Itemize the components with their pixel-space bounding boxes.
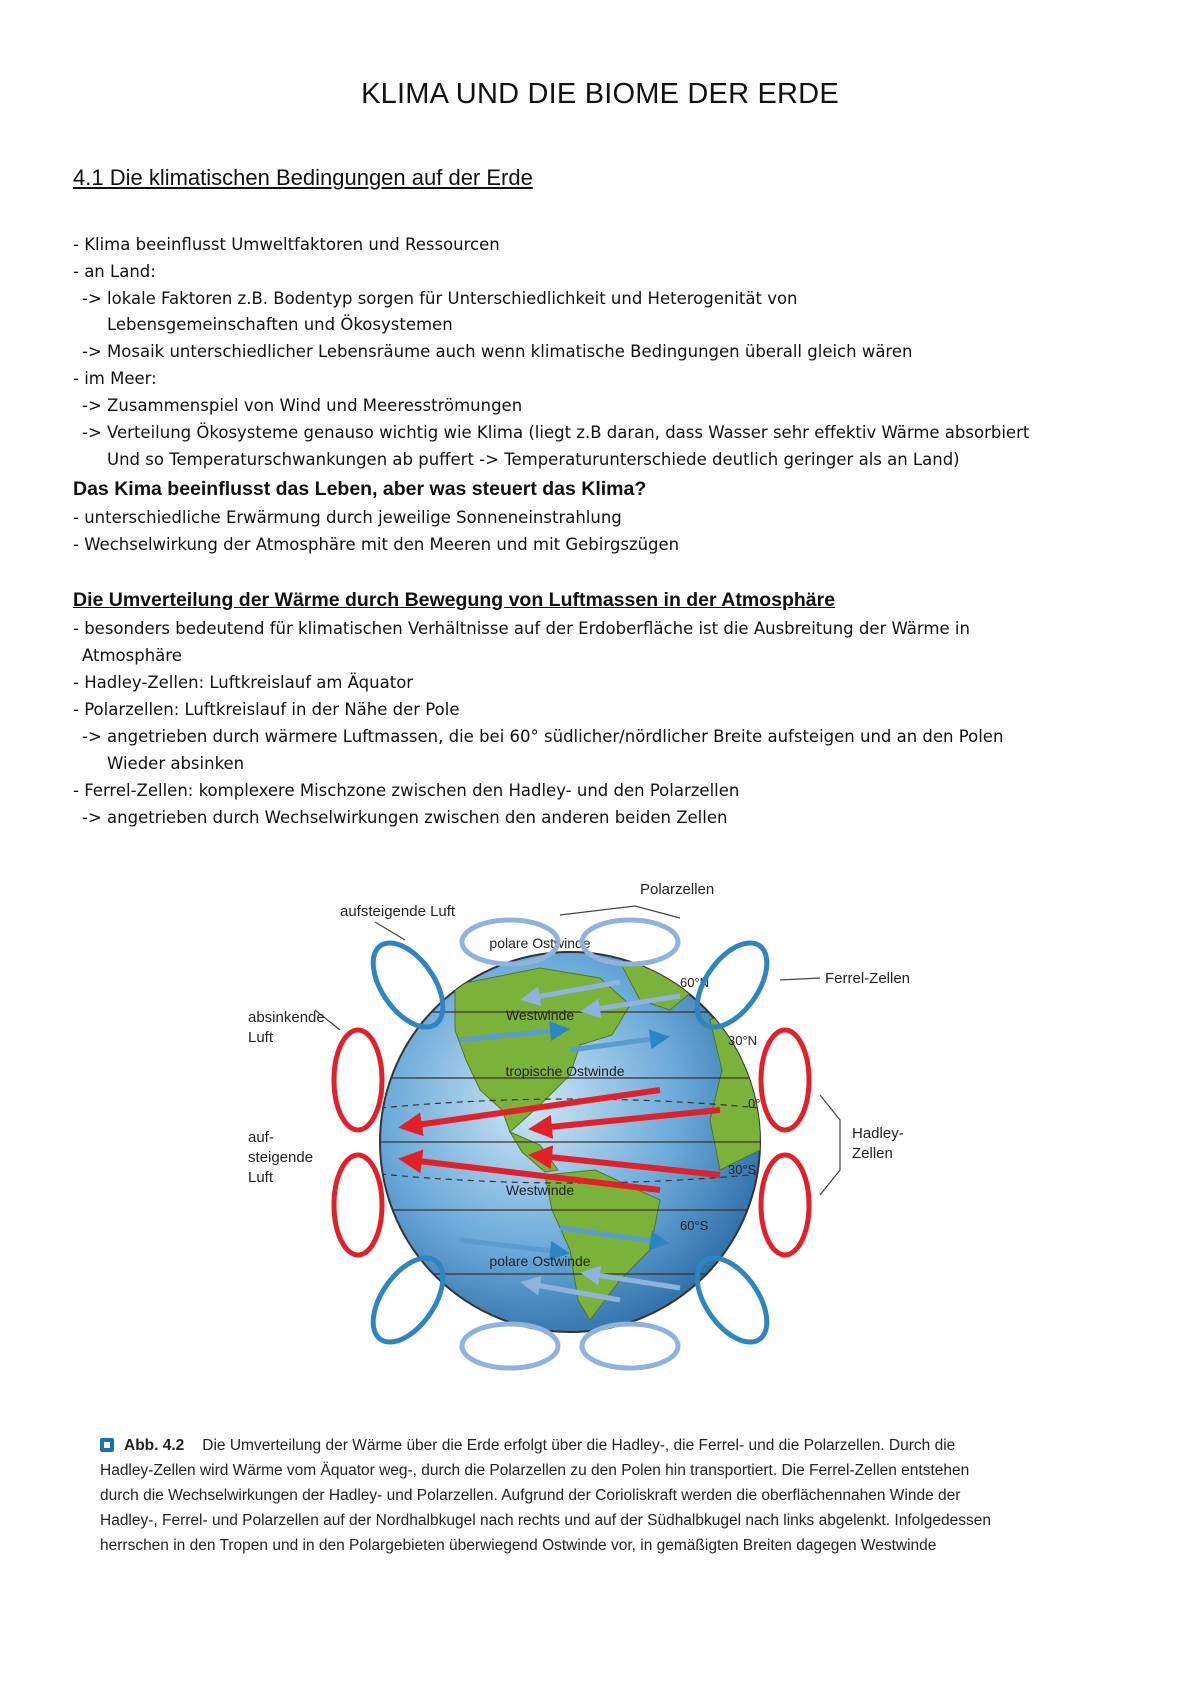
- label-tropische-ostwinde: tropische Ostwinde: [505, 1063, 625, 1079]
- label-hadley-2: Zellen: [852, 1145, 893, 1162]
- text-line: - Hadley-Zellen: Luftkreislauf am Äquator: [73, 673, 414, 692]
- section-heading-klimatische-bedingungen: 4.1 Die klimatischen Bedingungen auf der Erde: [73, 165, 533, 190]
- caption-text: Hadley-Zellen wird Wärme vom Äquator weg-, durch die Polarzellen zu den Polen hin transportiert. Die Ferrel-Zellen entstehen: [100, 1462, 970, 1479]
- label-hadley-1: Hadley-: [852, 1125, 904, 1142]
- text-line: -> Zusammenspiel von Wind und Meeresströmungen: [82, 396, 523, 415]
- caption-line-1: [100, 1433, 1120, 1458]
- label-lat-60n: 60°N: [680, 975, 710, 990]
- label-auf-2: steigende: [248, 1149, 314, 1166]
- text-line: -> angetrieben durch wärmere Luftmassen, die bei 60° südlicher/nördlicher Breite aufsteigen und an den Polen: [82, 727, 1004, 746]
- text-line: Lebensgemeinschaften und Ökosystemen: [107, 315, 453, 334]
- text-line: Und so Temperaturschwankungen ab puffert -> Temperaturunterschiede deutlich geringer als an Land): [107, 450, 960, 469]
- label-auf-3: Luft: [248, 1169, 274, 1186]
- figure-caption: [100, 1433, 1120, 1558]
- caption-text: durch die Wechselwirkungen der Hadley- und Polarzellen. Aufgrund der Corioliskraft werden die oberflächennahen Winde der: [100, 1487, 961, 1504]
- label-lat-30n: 30°N: [728, 1033, 758, 1048]
- caption-number: Abb. 4.2: [124, 1437, 185, 1454]
- text-line: - besonders bedeutend für klimatischen Verhältnisse auf der Erdoberfläche ist die Ausbreitung der Wärme in: [73, 619, 970, 638]
- label-lat-30s: 30°S: [728, 1162, 757, 1177]
- label-aufsteigende-luft-top: aufsteigende Luft: [340, 903, 456, 920]
- caption-text: herrschen in den Tropen und in den Polargebieten überwiegend Ostwinde vor, in gemäßigten Breiten dagegen Westwinde: [100, 1537, 937, 1554]
- label-polare-ostwinde-n: polare Ostwinde: [489, 935, 591, 951]
- label-lat-60s: 60°S: [680, 1218, 709, 1233]
- caption-text: Die Umverteilung der Wärme über die Erde erfolgt über die Hadley-, die Ferrel- und die Polarzellen. Durch die: [202, 1437, 956, 1454]
- text-line: Wieder absinken: [107, 754, 245, 773]
- section-heading-klima-frage: Das Kima beeinflusst das Leben, aber was steuert das Klima?: [73, 478, 647, 500]
- label-polare-ostwinde-s: polare Ostwinde: [489, 1253, 591, 1269]
- figure-square-icon: [100, 1438, 114, 1452]
- label-lat-0: 0°: [748, 1096, 761, 1111]
- label-westwinde-s: Westwinde: [505, 1182, 575, 1198]
- label-polarzellen: Polarzellen: [640, 881, 715, 898]
- section-heading-umverteilung: Die Umverteilung der Wärme durch Bewegung von Luftmassen in der Atmosphäre: [73, 589, 836, 611]
- caption-text: Hadley-, Ferrel- und Polarzellen auf der Nordhalbkugel nach rechts und auf der Südhalbkugel nach links abgelenkt. Infolgedessen: [100, 1512, 991, 1529]
- text-line: -> angetrieben durch Wechselwirkungen zwischen den anderen beiden Zellen: [82, 808, 728, 827]
- text-line: - an Land:: [73, 262, 156, 281]
- text-line: - Polarzellen: Luftkreislauf in der Nähe der Pole: [73, 700, 460, 719]
- text-line: - Ferrel-Zellen: komplexere Mischzone zwischen den Hadley- und den Polarzellen: [73, 781, 740, 800]
- text-line: -> Mosaik unterschiedlicher Lebensräume auch wenn klimatische Bedingungen überall gleich wären: [82, 342, 913, 361]
- text-line: -> lokale Faktoren z.B. Bodentyp sorgen für Unterschiedlichkeit und Heterogenität von: [82, 289, 798, 308]
- text-line: Atmosphäre: [82, 646, 182, 665]
- label-ferrel-zellen: Ferrel-Zellen: [825, 970, 911, 987]
- label-absinkende-2: Luft: [248, 1029, 274, 1046]
- label-auf-1: auf-: [248, 1129, 274, 1146]
- text-line: - unterschiedliche Erwärmung durch jeweilige Sonneneinstrahlung: [73, 508, 622, 527]
- page-title: KLIMA UND DIE BIOME DER ERDE: [361, 78, 839, 110]
- text-line: - Klima beeinflusst Umweltfaktoren und Ressourcen: [73, 235, 500, 254]
- label-absinkende-1: absinkende: [248, 1009, 325, 1026]
- text-line: - im Meer:: [73, 369, 157, 388]
- label-westwinde-n: Westwinde: [505, 1007, 575, 1023]
- text-line: -> Verteilung Ökosysteme genauso wichtig wie Klima (liegt z.B daran, dass Wasser sehr effektiv Wärme absorbiert: [82, 423, 1030, 442]
- text-line: - Wechselwirkung der Atmosphäre mit den Meeren und mit Gebirgszügen: [73, 535, 680, 554]
- circulation-figure: [240, 870, 920, 1400]
